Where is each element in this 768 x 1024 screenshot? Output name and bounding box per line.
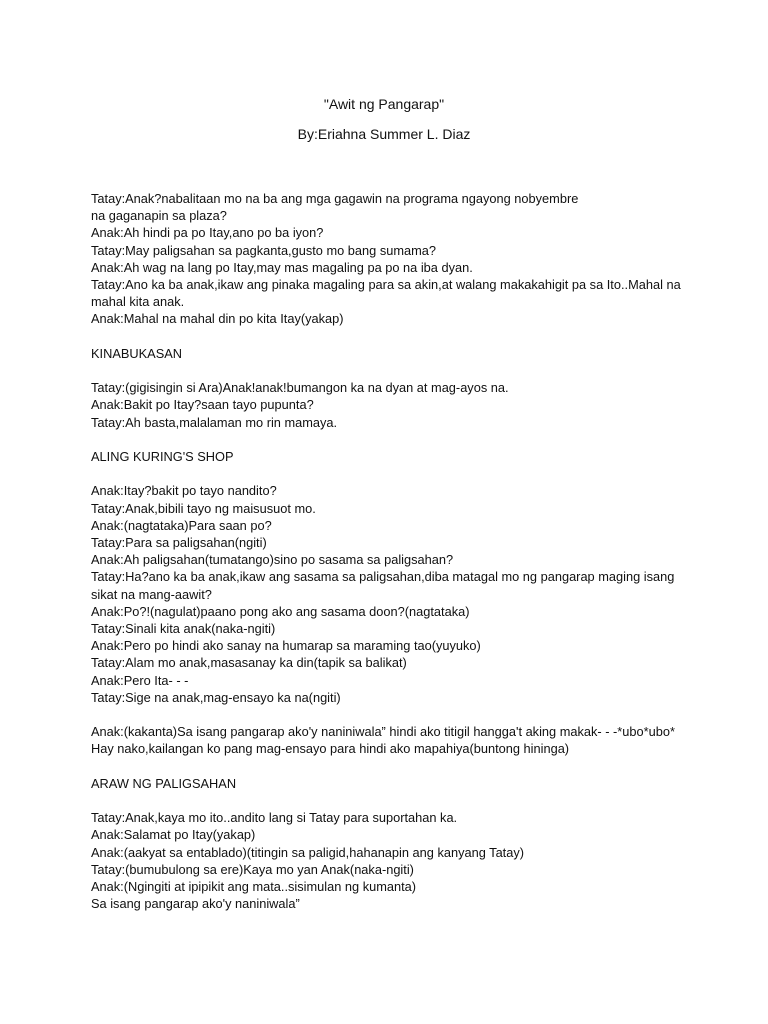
dialogue-line: Tatay:(gigisingin si Ara)Anak!anak!bumangon ka na dyan at mag-ayos na. — [91, 380, 509, 396]
dialogue-line: Anak:Mahal na mahal din po kita Itay(yakap) — [91, 311, 344, 327]
dialogue-line: Anak:(aakyat sa entablado)(titingin sa paligid,hahanapin ang kanyang Tatay) — [91, 844, 525, 860]
blank-line — [91, 758, 691, 775]
dialogue-line: Tatay:Anak?nabalitaan mo na ba ang mga gagawin na programa ngayong nobyembre — [91, 191, 579, 206]
document-body — [91, 190, 691, 912]
section-heading: ALING KURING'S SHOP — [91, 449, 234, 464]
blank-line — [91, 792, 691, 809]
dialogue-line: Tatay:Sinali kita anak(naka-ngiti) — [91, 621, 276, 637]
dialogue-line: Anak:Po?!(nagulat)paano pong ako ang sasama doon?(nagtataka) — [91, 603, 470, 619]
dialogue-line: Anak:Salamat po Itay(yakap) — [91, 827, 256, 843]
blank-line — [91, 706, 691, 723]
dialogue-line: Anak:Itay?bakit po tayo nandito? — [91, 483, 277, 499]
blank-line — [91, 431, 691, 448]
dialogue-line: Tatay:Ah basta,malalaman mo rin mamaya. — [91, 414, 338, 430]
dialogue-line: Tatay:Anak,kaya mo ito..andito lang si Tatay para suportahan ka. — [91, 810, 458, 826]
document-title: "Awit ng Pangarap" — [323, 96, 445, 112]
dialogue-line: Tatay:(bumubulong sa ere)Kaya mo yan Anak(naka-ngiti) — [91, 861, 414, 877]
dialogue-line: Anak:Bakit po Itay?saan tayo pupunta? — [91, 397, 314, 413]
dialogue-line: Anak:(nagtataka)Para saan po? — [91, 517, 272, 533]
document-author: By:Eriahna Summer L. Diaz — [297, 126, 471, 142]
section-heading: KINABUKASAN — [91, 345, 183, 361]
dialogue-line: Tatay:Ano ka ba anak,ikaw ang pinaka magaling para sa akin,at walang makakahigit pa sa Ito..Mahal na — [91, 277, 681, 293]
dialogue-line: Tatay:May paligsahan sa pagkanta,gusto mo bang sumama? — [91, 242, 437, 258]
dialogue-line: na gaganapin sa plaza? — [91, 208, 227, 224]
dialogue-line: Tatay:Anak,bibili tayo ng maisusuot mo. — [91, 500, 316, 516]
dialogue-line: Anak:(Ngingiti at ipipikit ang mata..sisimulan ng kumanta) — [91, 879, 417, 895]
dialogue-line: Hay nako,kailangan ko pang mag-ensayo para hindi ako mapahiya(buntong hininga) — [91, 741, 570, 757]
section-heading: ARAW NG PALIGSAHAN — [91, 775, 237, 791]
dialogue-line: Tatay:Para sa paligsahan(ngiti) — [91, 535, 267, 550]
dialogue-line: sikat na mang-aawit? — [91, 586, 212, 602]
dialogue-line: Sa isang pangarap ako'y naniniwala” — [91, 896, 300, 912]
dialogue-line: Anak:Ah paligsahan(tumatango)sino po sasama sa paligsahan? — [91, 552, 454, 568]
dialogue-line: Tatay:Ha?ano ka ba anak,ikaw ang sasama sa paligsahan,diba matagal mo ng pangarap maging isang — [91, 569, 675, 585]
dialogue-line: Anak:Ah hindi pa po Itay,ano po ba iyon? — [91, 225, 324, 241]
dialogue-line: Tatay:Sige na anak,mag-ensayo ka na(ngiti) — [91, 689, 341, 705]
dialogue-line: Anak:Pero Ita- - - — [91, 672, 189, 688]
dialogue-line: Tatay:Alam mo anak,masasanay ka din(tapik sa balikat) — [91, 655, 407, 671]
dialogue-line: Anak:(kakanta)Sa isang pangarap ako'y naniniwala” hindi ako titigil hangga't aking makak- - -*ubo*ubo* — [91, 724, 675, 740]
blank-line — [91, 328, 691, 345]
dialogue-line: Anak:Pero po hindi ako sanay na humarap sa maraming tao(yuyuko) — [91, 638, 481, 654]
dialogue-line: Anak:Ah wag na lang po Itay,may mas magaling pa po na iba dyan. — [91, 259, 473, 275]
blank-line — [91, 465, 691, 482]
dialogue-line: mahal kita anak. — [91, 294, 185, 310]
blank-line — [91, 362, 691, 379]
